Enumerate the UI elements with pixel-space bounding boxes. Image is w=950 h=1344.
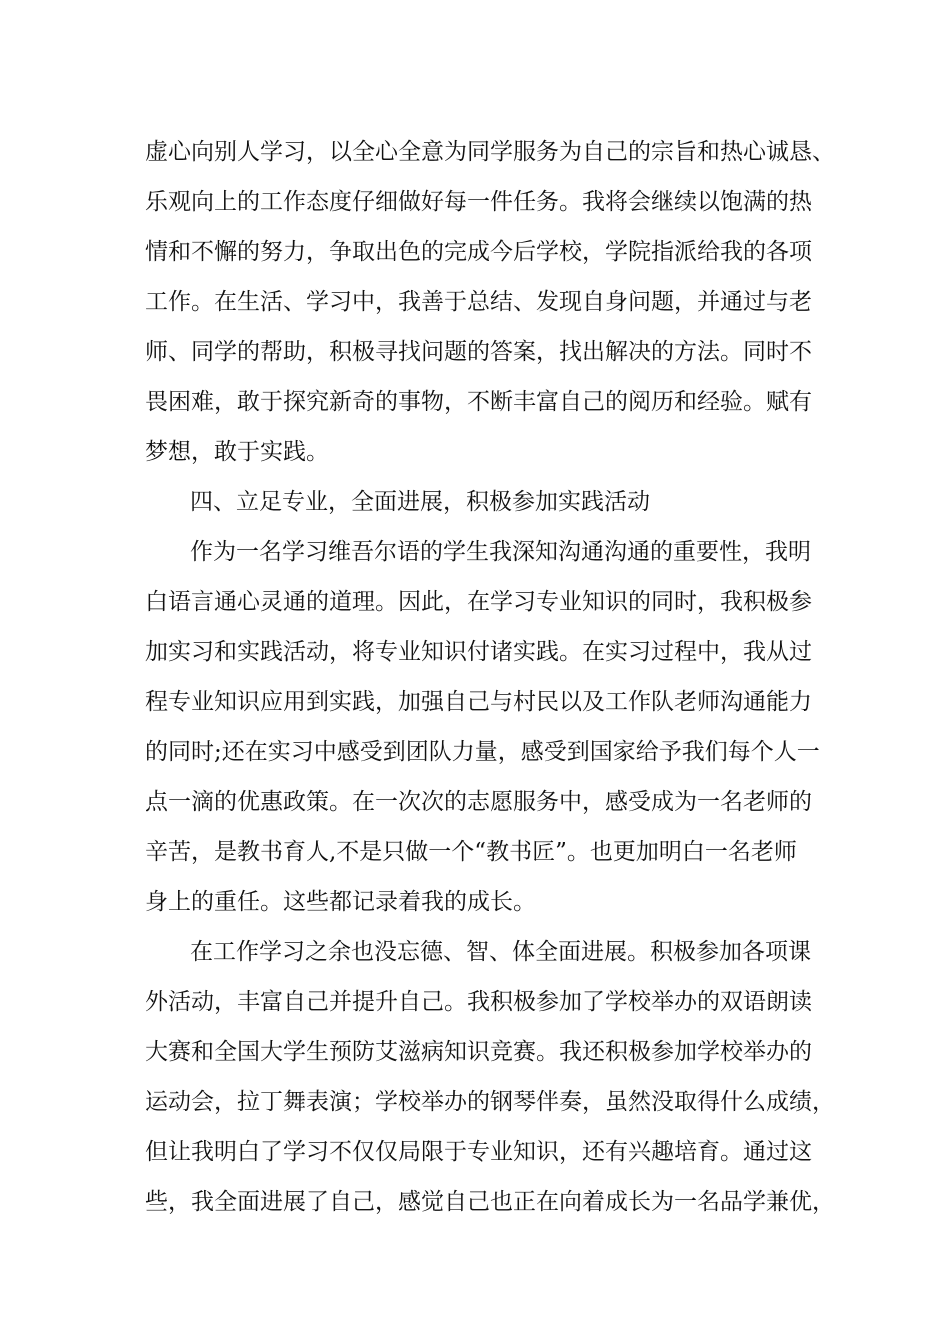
body-text-line: 但让我明白了学习不仅仅局限于专业知识，还有兴趣培育。通过这 <box>145 1139 812 1165</box>
body-text-line: 白语言通心灵通的道理。因此，在学习专业知识的同时，我积极参 <box>145 589 812 615</box>
body-text-line: 乐观向上的工作态度仔细做好每一件任务。我将会继续以饱满的热 <box>145 189 812 215</box>
body-text-line: 畏困难，敢于探究新奇的事物，不断丰富自己的阅历和经验。赋有 <box>145 389 812 415</box>
body-text-line: 加实习和实践活动，将专业知识付诸实践。在实习过程中，我从过 <box>145 639 812 665</box>
body-text-line: 大赛和全国大学生预防艾滋病知识竞赛。我还积极参加学校举办的 <box>145 1039 812 1065</box>
section-heading: 四、立足专业，全面进展，积极参加实践活动 <box>190 489 650 515</box>
body-text-line: 程专业知识应用到实践，加强自己与村民以及工作队老师沟通能力 <box>145 689 812 715</box>
body-text-line: 运动会，拉丁舞表演；学校举办的钢琴伴奏，虽然没取得什么成绩， <box>145 1089 835 1115</box>
body-text-line: 作为一名学习维吾尔语的学生我深知沟通沟通的重要性，我明 <box>190 539 811 565</box>
body-text-line: 工作。在生活、学习中，我善于总结、发现自身问题，并通过与老 <box>145 289 812 315</box>
body-text-line: 外活动，丰富自己并提升自己。我积极参加了学校举办的双语朗读 <box>145 989 812 1015</box>
body-text-line: 点一滴的优惠政策。在一次次的志愿服务中，感受成为一名老师的 <box>145 789 812 815</box>
body-text-line: 些，我全面进展了自己，感觉自己也正在向着成长为一名品学兼优， <box>145 1189 835 1215</box>
body-text-line: 虚心向别人学习，以全心全意为同学服务为自己的宗旨和热心诚恳、 <box>145 139 835 165</box>
body-text-line: 师、同学的帮助，积极寻找问题的答案，找出解决的方法。同时不 <box>145 339 812 365</box>
body-text-line: 情和不懈的努力，争取出色的完成今后学校，学院指派给我的各项 <box>145 239 812 265</box>
body-text-line: 梦想，敢于实践。 <box>145 439 329 465</box>
body-text-line: 身上的重任。这些都记录着我的成长。 <box>145 889 536 915</box>
body-text-line: 辛苦，是教书育人,不是只做一个“教书匠”。也更加明白一名老师 <box>145 839 797 865</box>
body-text-line: 在工作学习之余也没忘德、智、体全面进展。积极参加各项课 <box>190 939 811 965</box>
body-text-line: 的同时;还在实习中感受到团队力量，感受到国家给予我们每个人一 <box>145 739 820 765</box>
